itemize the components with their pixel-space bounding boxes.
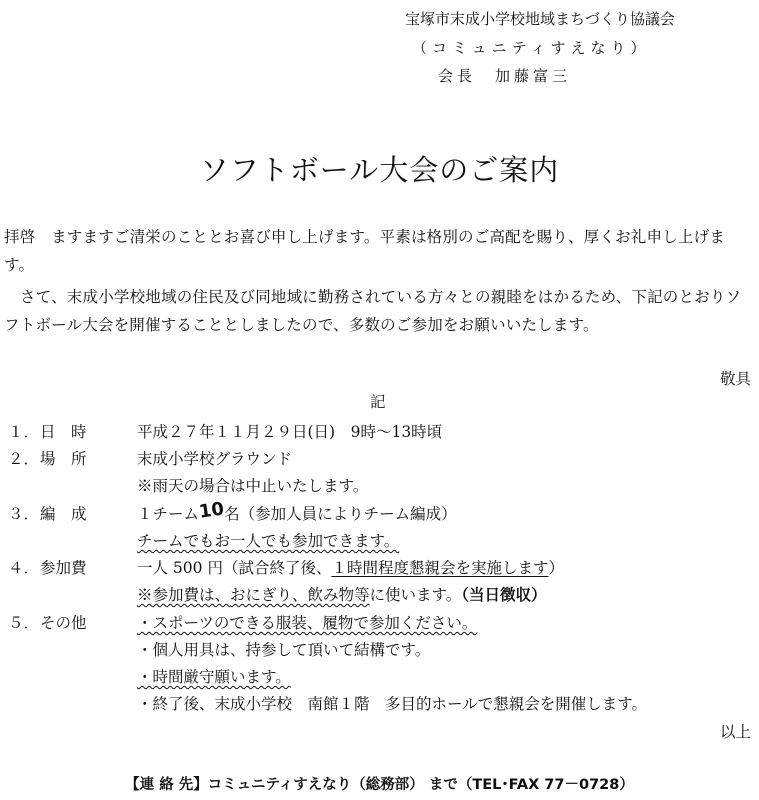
chairperson: 会長 加藤富三 <box>438 67 572 85</box>
item-label: 場 所 <box>40 450 87 468</box>
item-place <box>0 447 759 471</box>
item-number: ３． <box>8 505 40 523</box>
closing-keigu: 敬具 <box>719 370 751 388</box>
item-fee-note <box>0 583 759 607</box>
bullet-item: ・時間厳守願います。 <box>137 668 291 686</box>
item-label: 日 時 <box>40 423 87 441</box>
item-team-note <box>0 529 759 553</box>
team-note: チームでもお一人でも参加できます。 <box>137 532 400 550</box>
greeting-paragraph: 拝啓 ますますご清栄のこととお喜び申し上げます。平素は格別のご高配を賜り、厚くお礼申し上げます。 <box>4 228 725 274</box>
fee-collection-note: （当日徴収） <box>461 586 547 604</box>
item-fee <box>0 556 759 580</box>
bullet-item: ・個人用具は、持参して頂いて結構です。 <box>137 641 431 659</box>
document-title: ソフトボール大会のご案内 <box>199 153 560 187</box>
item-label: その他 <box>40 614 87 632</box>
item-value: 平成２７年１１月２９日(日) 9時～13時頃 <box>137 423 443 441</box>
fee-note-a: ※参加費は、 <box>137 586 231 604</box>
fee-note <box>137 583 547 605</box>
bullet-item: ・スポーツのできる服装、履物で参加ください。 <box>137 614 478 632</box>
item-value <box>137 556 564 578</box>
contact-footer: 【連 絡 先】コミュニティすえなり（総務部） まで（TEL･FAX 77－0728） <box>125 777 634 793</box>
item-other-2 <box>0 638 759 662</box>
item-other-4 <box>0 692 759 716</box>
handwritten-number: 10 <box>197 498 226 523</box>
item-value <box>137 498 457 524</box>
fee-close: ） <box>548 559 564 577</box>
rain-note: ※雨天の場合は中止いたします。 <box>137 477 369 495</box>
message-paragraph: さて、末成小学校地域の住民及び同地域に勤務されている方々との親睦をはかるため、下記のとおりソフトボール大会を開催することとしましたので、多数のご参加をお願いいたします。 <box>4 288 742 334</box>
item-team <box>0 498 759 528</box>
organization-nickname: （コミュニティすえなり） <box>412 39 651 57</box>
item-other-3 <box>0 665 759 689</box>
team-suffix: 名（参加人員によりチーム編成） <box>224 505 457 523</box>
item-other <box>0 611 759 635</box>
fee-note-c: に使います。 <box>369 586 462 604</box>
item-date <box>0 420 759 444</box>
closing-ijou: 以上 <box>719 723 751 741</box>
fee-note-b: おにぎり、飲み物等 <box>230 586 370 604</box>
item-number: １． <box>8 423 40 441</box>
fee-text: 一人 500 円（試合終了後、 <box>137 559 332 577</box>
fee-party-text: １時間程度懇親会を実施します <box>331 559 549 577</box>
team-prefix: １チーム <box>137 505 200 523</box>
item-label: 参加費 <box>40 559 87 577</box>
item-number: ２． <box>8 450 40 468</box>
item-value: 末成小学校グラウンド <box>137 450 293 468</box>
item-label: 編 成 <box>40 505 87 523</box>
ki-marker: 記 <box>370 393 386 411</box>
item-number: ４． <box>8 559 40 577</box>
item-number: ５． <box>8 614 40 632</box>
organization-name: 宝塚市末成小学校地域まちづくり協議会 <box>405 10 675 28</box>
item-place-note <box>0 474 759 498</box>
bullet-item: ・終了後、末成小学校 南館１階 多目的ホールで懇親会を開催します。 <box>137 695 647 713</box>
